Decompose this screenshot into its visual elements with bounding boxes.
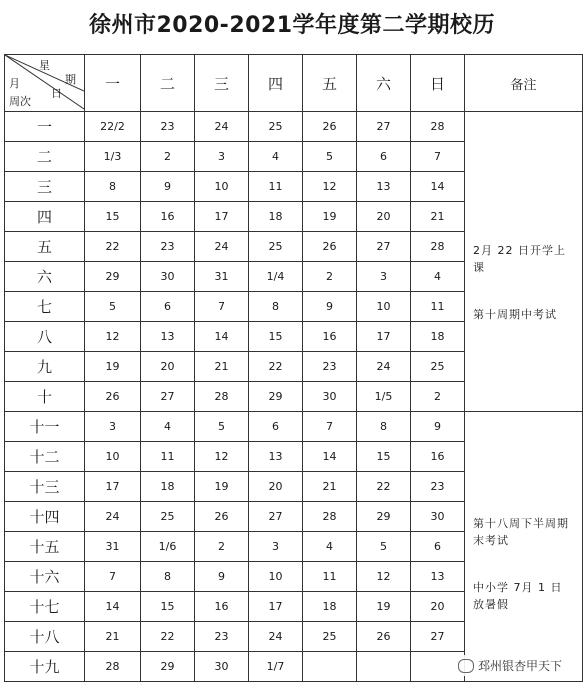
date-cell: 10	[249, 562, 303, 592]
date-cell: 6	[249, 412, 303, 442]
date-cell: 25	[141, 502, 195, 532]
date-cell: 14	[303, 442, 357, 472]
week-label: 一	[5, 112, 85, 142]
date-cell: 4	[303, 532, 357, 562]
week-label: 十一	[5, 412, 85, 442]
header-day-sat: 六	[357, 55, 411, 112]
date-cell: 7	[195, 292, 249, 322]
date-cell	[303, 652, 357, 682]
date-cell: 28	[411, 232, 465, 262]
date-cell: 20	[357, 202, 411, 232]
date-cell: 11	[141, 442, 195, 472]
date-cell: 7	[303, 412, 357, 442]
header-day-sun: 日	[411, 55, 465, 112]
date-cell: 20	[249, 472, 303, 502]
week-label: 十	[5, 382, 85, 412]
date-cell: 27	[357, 112, 411, 142]
header-day-wed: 三	[195, 55, 249, 112]
date-cell: 1/4	[249, 262, 303, 292]
date-cell: 6	[141, 292, 195, 322]
notes-cell-first-half	[465, 112, 583, 412]
date-cell: 4	[249, 142, 303, 172]
date-cell: 29	[249, 382, 303, 412]
date-cell: 4	[411, 262, 465, 292]
table-row	[5, 412, 583, 442]
date-cell: 20	[411, 592, 465, 622]
date-cell: 24	[357, 352, 411, 382]
date-cell: 27	[141, 382, 195, 412]
date-cell: 22	[249, 352, 303, 382]
corner-label-qi: 期	[65, 73, 76, 86]
date-cell: 21	[411, 202, 465, 232]
date-cell: 5	[357, 532, 411, 562]
date-cell: 5	[303, 142, 357, 172]
date-cell: 19	[357, 592, 411, 622]
date-cell: 26	[303, 112, 357, 142]
header-notes: 备注	[465, 55, 583, 112]
date-cell: 28	[303, 502, 357, 532]
date-cell: 30	[411, 502, 465, 532]
date-cell: 14	[411, 172, 465, 202]
date-cell: 31	[195, 262, 249, 292]
corner-label-zhouci: 周次	[9, 95, 31, 108]
date-cell: 14	[195, 322, 249, 352]
header-corner-cell	[5, 55, 85, 112]
date-cell: 16	[141, 202, 195, 232]
date-cell: 8	[85, 172, 141, 202]
date-cell: 23	[303, 352, 357, 382]
note-text: 中小学 7月 1 日放暑假	[473, 580, 563, 611]
date-cell: 23	[141, 112, 195, 142]
date-cell: 16	[303, 322, 357, 352]
date-cell: 10	[85, 442, 141, 472]
date-cell: 13	[141, 322, 195, 352]
date-cell: 12	[357, 562, 411, 592]
date-cell: 13	[411, 562, 465, 592]
date-cell: 2	[411, 382, 465, 412]
page-title: 徐州市2020-2021学年度第二学期校历	[88, 13, 496, 38]
date-cell: 6	[357, 142, 411, 172]
date-cell: 23	[195, 622, 249, 652]
date-cell: 7	[85, 562, 141, 592]
date-cell: 21	[195, 352, 249, 382]
date-cell: 11	[249, 172, 303, 202]
date-cell: 5	[195, 412, 249, 442]
date-cell: 10	[357, 292, 411, 322]
header-row	[5, 55, 583, 112]
date-cell: 3	[357, 262, 411, 292]
date-cell: 28	[85, 652, 141, 682]
date-cell: 28	[411, 112, 465, 142]
week-label: 五	[5, 232, 85, 262]
date-cell: 30	[303, 382, 357, 412]
date-cell: 26	[357, 622, 411, 652]
date-cell: 26	[303, 232, 357, 262]
corner-label-yue: 月	[9, 77, 20, 90]
header-day-fri: 五	[303, 55, 357, 112]
week-label: 三	[5, 172, 85, 202]
date-cell: 25	[411, 352, 465, 382]
date-cell: 15	[85, 202, 141, 232]
date-cell: 18	[411, 322, 465, 352]
date-cell: 9	[411, 412, 465, 442]
school-calendar-table	[4, 54, 583, 682]
date-cell: 15	[141, 592, 195, 622]
date-cell: 25	[303, 622, 357, 652]
note-text: 第十八周下半周期末考试	[473, 516, 569, 547]
date-cell: 16	[195, 592, 249, 622]
date-cell: 5	[85, 292, 141, 322]
date-cell: 1/6	[141, 532, 195, 562]
date-cell: 24	[85, 502, 141, 532]
date-cell: 9	[141, 172, 195, 202]
date-cell: 6	[411, 532, 465, 562]
date-cell: 29	[141, 652, 195, 682]
wechat-icon	[458, 659, 474, 673]
week-label: 十七	[5, 592, 85, 622]
date-cell: 19	[195, 472, 249, 502]
date-cell: 12	[85, 322, 141, 352]
date-cell: 9	[195, 562, 249, 592]
date-cell: 19	[303, 202, 357, 232]
date-cell: 14	[85, 592, 141, 622]
date-cell: 25	[249, 232, 303, 262]
watermark	[454, 655, 566, 676]
note-text: 第十周期中考试	[473, 308, 557, 321]
corner-label-ri: 日	[51, 87, 62, 100]
date-cell: 8	[357, 412, 411, 442]
date-cell: 15	[357, 442, 411, 472]
date-cell: 20	[141, 352, 195, 382]
notes-cell-second-half	[465, 412, 583, 682]
date-cell: 21	[85, 622, 141, 652]
date-cell: 16	[411, 442, 465, 472]
date-cell: 28	[195, 382, 249, 412]
header-day-mon: 一	[85, 55, 141, 112]
note-text: 2月 22 日开学上课	[473, 244, 566, 274]
date-cell: 19	[85, 352, 141, 382]
date-cell: 8	[141, 562, 195, 592]
date-cell: 21	[303, 472, 357, 502]
week-label: 十八	[5, 622, 85, 652]
date-cell: 17	[85, 472, 141, 502]
date-cell: 1/3	[85, 142, 141, 172]
table-row	[5, 112, 583, 142]
week-label: 九	[5, 352, 85, 382]
week-label: 十二	[5, 442, 85, 472]
date-cell: 7	[411, 142, 465, 172]
date-cell: 27	[249, 502, 303, 532]
date-cell: 11	[411, 292, 465, 322]
date-cell: 23	[141, 232, 195, 262]
date-cell: 24	[195, 112, 249, 142]
date-cell: 1/5	[357, 382, 411, 412]
week-label: 十四	[5, 502, 85, 532]
week-label: 七	[5, 292, 85, 322]
date-cell: 15	[249, 322, 303, 352]
date-cell: 24	[249, 622, 303, 652]
date-cell: 2	[141, 142, 195, 172]
header-day-thu: 四	[249, 55, 303, 112]
date-cell: 25	[249, 112, 303, 142]
date-cell: 23	[411, 472, 465, 502]
watermark-text: 邳州银杏甲天下	[477, 659, 562, 673]
date-cell: 22	[141, 622, 195, 652]
week-label: 十六	[5, 562, 85, 592]
header-day-tue: 二	[141, 55, 195, 112]
date-cell: 8	[249, 292, 303, 322]
date-cell: 3	[195, 142, 249, 172]
date-cell: 4	[141, 412, 195, 442]
week-label: 二	[5, 142, 85, 172]
date-cell: 2	[195, 532, 249, 562]
date-cell	[357, 652, 411, 682]
date-cell: 1/7	[249, 652, 303, 682]
week-label: 四	[5, 202, 85, 232]
date-cell: 29	[357, 502, 411, 532]
date-cell: 12	[195, 442, 249, 472]
date-cell: 22/2	[85, 112, 141, 142]
date-cell: 17	[195, 202, 249, 232]
date-cell: 24	[195, 232, 249, 262]
date-cell: 2	[303, 262, 357, 292]
week-label: 六	[5, 262, 85, 292]
date-cell: 30	[141, 262, 195, 292]
date-cell: 3	[85, 412, 141, 442]
date-cell: 22	[85, 232, 141, 262]
week-label: 八	[5, 322, 85, 352]
date-cell: 27	[357, 232, 411, 262]
date-cell: 30	[195, 652, 249, 682]
date-cell: 27	[411, 622, 465, 652]
date-cell: 3	[249, 532, 303, 562]
date-cell: 9	[303, 292, 357, 322]
corner-label-xing: 星	[39, 59, 50, 72]
date-cell: 13	[357, 172, 411, 202]
date-cell: 22	[357, 472, 411, 502]
date-cell: 10	[195, 172, 249, 202]
date-cell: 26	[85, 382, 141, 412]
date-cell: 17	[357, 322, 411, 352]
date-cell: 13	[249, 442, 303, 472]
date-cell: 12	[303, 172, 357, 202]
date-cell: 18	[141, 472, 195, 502]
week-label: 十九	[5, 652, 85, 682]
date-cell: 11	[303, 562, 357, 592]
week-label: 十五	[5, 532, 85, 562]
date-cell: 17	[249, 592, 303, 622]
date-cell: 26	[195, 502, 249, 532]
week-label: 十三	[5, 472, 85, 502]
date-cell: 29	[85, 262, 141, 292]
date-cell: 18	[303, 592, 357, 622]
date-cell: 18	[249, 202, 303, 232]
date-cell: 31	[85, 532, 141, 562]
